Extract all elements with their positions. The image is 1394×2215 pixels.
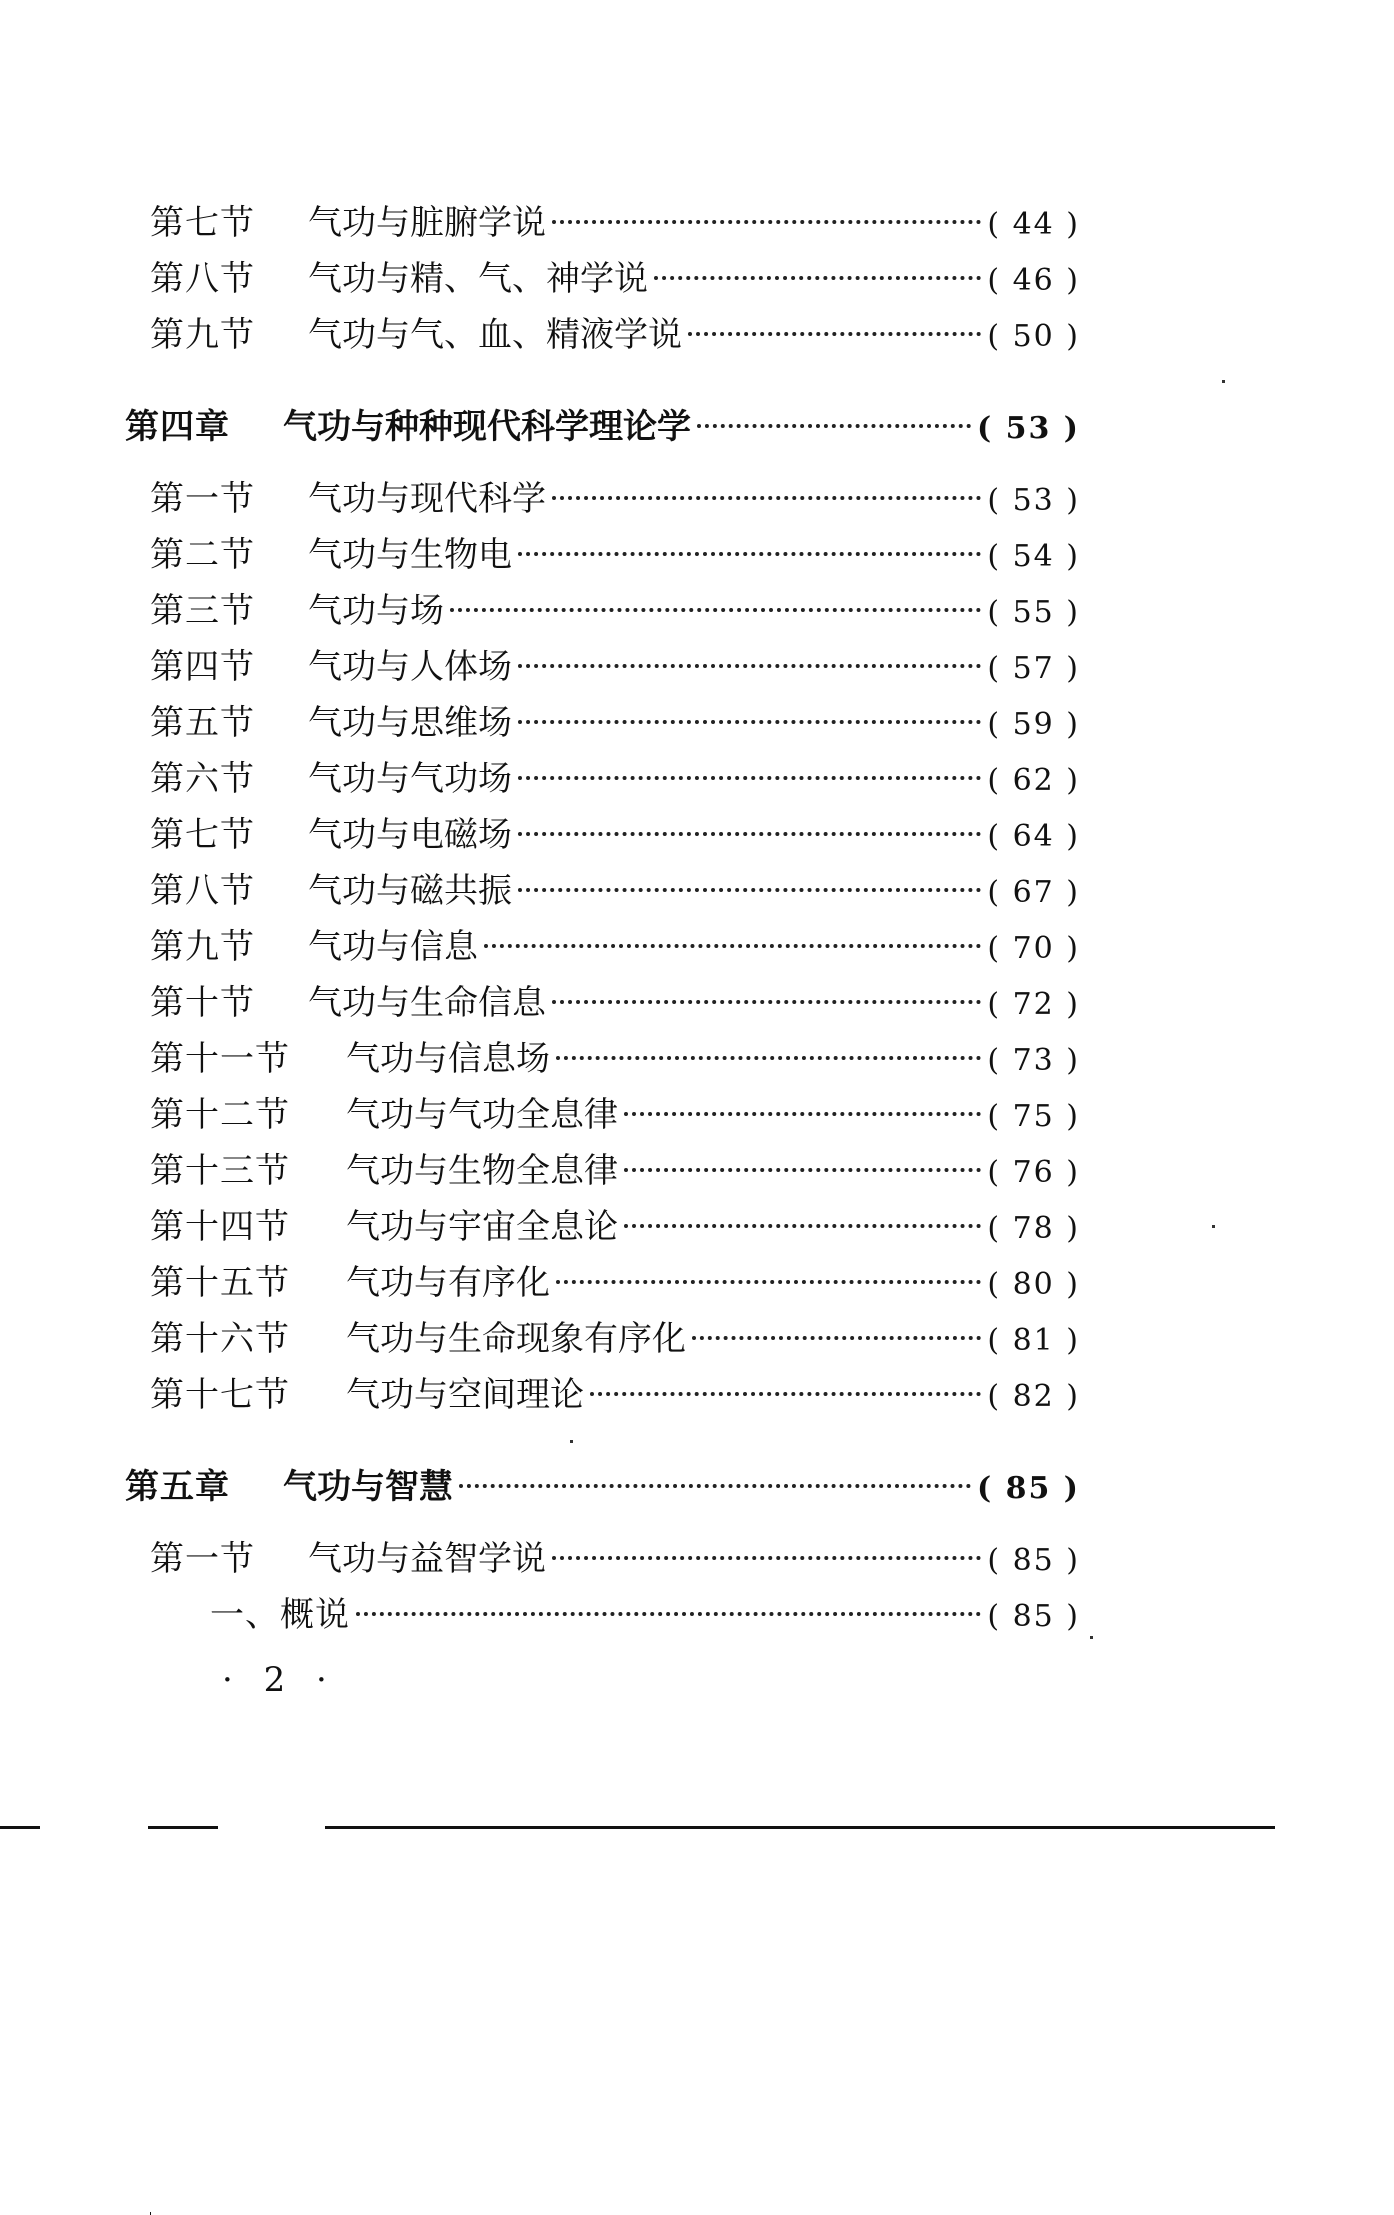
dot-leader [692, 1336, 981, 1340]
page-number: ( 62 ) [987, 763, 1080, 798]
toc-entry[interactable] [150, 1199, 1080, 1255]
toc-entry[interactable] [150, 1255, 1080, 1311]
page-number: ( 46 ) [987, 263, 1080, 298]
toc-entry[interactable] [150, 975, 1080, 1031]
toc-entry[interactable] [150, 1311, 1080, 1367]
section-title: 气功与宇宙全息论 [346, 1207, 618, 1247]
dot-leader [518, 776, 981, 780]
toc-entry[interactable] [150, 527, 1080, 583]
toc-entry[interactable] [150, 807, 1080, 863]
toc-entry[interactable] [150, 1531, 1080, 1587]
dot-leader [624, 1112, 981, 1116]
section-label: 第一节 [150, 479, 255, 519]
toc-entry[interactable] [150, 751, 1080, 807]
page-number: ( 70 ) [987, 931, 1080, 966]
section-label: 第六节 [150, 759, 255, 799]
toc-entry[interactable] [150, 471, 1080, 527]
section-title: 气功与有序化 [346, 1263, 550, 1303]
scan-speck [1222, 380, 1225, 383]
dot-leader [624, 1168, 981, 1172]
page-number: ( 53 ) [976, 411, 1080, 446]
dot-leader [518, 888, 981, 892]
toc-entry[interactable] [150, 251, 1080, 307]
section-label: 第十节 [150, 983, 255, 1023]
subitem-label: 一、概说 [210, 1595, 350, 1635]
chapter-title: 气功与种种现代科学理论学 [283, 407, 691, 447]
section-title: 气功与生命信息 [308, 983, 546, 1023]
section-title: 气功与脏腑学说 [308, 203, 546, 243]
section-label: 第九节 [150, 315, 255, 355]
page-number: ( 53 ) [987, 483, 1080, 518]
dot-leader [450, 608, 981, 612]
page-number: ( 50 ) [987, 319, 1080, 354]
scan-speck [1212, 1225, 1215, 1228]
section-title: 气功与场 [308, 591, 444, 631]
section-label: 第十二节 [150, 1095, 290, 1135]
page-number: ( 85 ) [987, 1543, 1080, 1578]
toc-entry[interactable] [150, 1087, 1080, 1143]
dot-leader [590, 1392, 981, 1396]
section-title: 气功与思维场 [308, 703, 512, 743]
section-title: 气功与生物全息律 [346, 1151, 618, 1191]
section-label: 第七节 [150, 815, 255, 855]
toc-chapter-4[interactable] [125, 399, 1080, 455]
toc-entry[interactable] [150, 307, 1080, 363]
dot-leader [688, 332, 981, 336]
dot-leader [459, 1484, 971, 1488]
dot-leader [556, 1280, 981, 1284]
toc-entry[interactable] [150, 583, 1080, 639]
scan-speck [570, 1440, 573, 1443]
page-number: ( 85 ) [987, 1599, 1080, 1634]
toc-subitem[interactable] [210, 1587, 1080, 1643]
dot-leader [518, 720, 981, 724]
dot-leader [552, 496, 981, 500]
section-label: 第九节 [150, 927, 255, 967]
section-title: 气功与磁共振 [308, 871, 512, 911]
section-label: 第十六节 [150, 1319, 290, 1359]
section-title: 气功与人体场 [308, 647, 512, 687]
page-number: ( 78 ) [987, 1211, 1080, 1246]
toc-entry[interactable] [150, 639, 1080, 695]
toc-entry[interactable] [150, 919, 1080, 975]
page-number: ( 54 ) [987, 539, 1080, 574]
dot-leader [552, 1000, 981, 1004]
page-number: ( 67 ) [987, 875, 1080, 910]
toc-entry[interactable] [150, 195, 1080, 251]
page-number: ( 44 ) [987, 207, 1080, 242]
chapter-label: 第四章 [125, 407, 230, 447]
page-number: ( 76 ) [987, 1155, 1080, 1190]
section-title: 气功与现代科学 [308, 479, 546, 519]
toc-entry[interactable] [150, 1367, 1080, 1423]
chapter-label: 第五章 [125, 1467, 230, 1507]
section-label: 第十五节 [150, 1263, 290, 1303]
section-label: 第十三节 [150, 1151, 290, 1191]
page-number: ( 59 ) [987, 707, 1080, 742]
chapter-title: 气功与智慧 [283, 1467, 453, 1507]
page-number: ( 82 ) [987, 1379, 1080, 1414]
dot-leader [518, 664, 981, 668]
dot-leader [556, 1056, 981, 1060]
page-number: ( 73 ) [987, 1043, 1080, 1078]
page-number: ( 75 ) [987, 1099, 1080, 1134]
page-number: ( 64 ) [987, 819, 1080, 854]
table-of-contents [125, 195, 1080, 1643]
section-title: 气功与空间理论 [346, 1375, 584, 1415]
dot-leader [552, 220, 981, 224]
dot-leader [518, 832, 981, 836]
dot-leader [697, 424, 971, 428]
toc-chapter-5[interactable] [125, 1459, 1080, 1515]
page-number: ( 55 ) [987, 595, 1080, 630]
section-title: 气功与气功全息律 [346, 1095, 618, 1135]
section-title: 气功与信息场 [346, 1039, 550, 1079]
section-label: 第七节 [150, 203, 255, 243]
dot-leader [654, 276, 981, 280]
section-title: 气功与生命现象有序化 [346, 1319, 686, 1359]
section-label: 第十四节 [150, 1207, 290, 1247]
section-label: 第四节 [150, 647, 255, 687]
dot-leader [624, 1224, 981, 1228]
toc-entry[interactable] [150, 1143, 1080, 1199]
dot-leader [518, 552, 981, 556]
scan-artifact-line [0, 1826, 40, 1829]
section-label: 第十七节 [150, 1375, 290, 1415]
section-label: 第五节 [150, 703, 255, 743]
section-label: 第十一节 [150, 1039, 290, 1079]
scan-artifact-line [148, 1826, 218, 1829]
scan-speck [1090, 1636, 1093, 1639]
toc-entry[interactable] [150, 863, 1080, 919]
toc-entry[interactable] [150, 1031, 1080, 1087]
section-title: 气功与电磁场 [308, 815, 512, 855]
page-number: ( 85 ) [976, 1471, 1080, 1506]
section-label: 第三节 [150, 591, 255, 631]
dot-leader [484, 944, 981, 948]
dot-leader [552, 1556, 981, 1560]
section-title: 气功与精、气、神学说 [308, 259, 648, 299]
page-number: ( 57 ) [987, 651, 1080, 686]
section-label: 第一节 [150, 1539, 255, 1579]
section-label: 第二节 [150, 535, 255, 575]
page-folio: · 2 · [222, 1660, 337, 1700]
page-number: ( 81 ) [987, 1323, 1080, 1358]
section-label: 第八节 [150, 871, 255, 911]
page-number: ( 72 ) [987, 987, 1080, 1022]
dot-leader [356, 1612, 981, 1616]
section-title: 气功与生物电 [308, 535, 512, 575]
scan-artifact-line [325, 1826, 1275, 1829]
section-label: 第八节 [150, 259, 255, 299]
page-number: ( 80 ) [987, 1267, 1080, 1302]
section-title: 气功与气功场 [308, 759, 512, 799]
section-title: 气功与气、血、精液学说 [308, 315, 682, 355]
section-title: 气功与益智学说 [308, 1539, 546, 1579]
section-title: 气功与信息 [308, 927, 478, 967]
toc-entry[interactable] [150, 695, 1080, 751]
